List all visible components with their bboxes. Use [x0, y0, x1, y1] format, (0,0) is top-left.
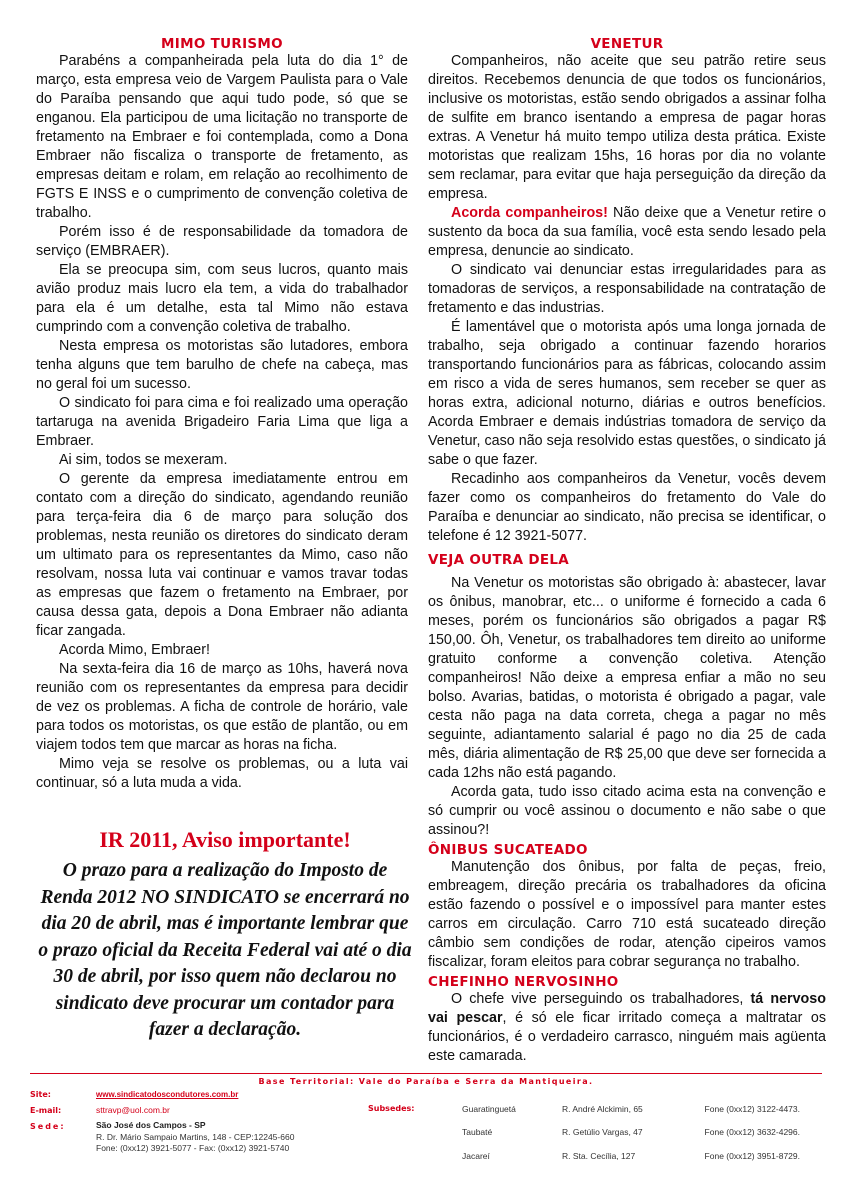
paragraph: Ela se preocupa sim, com seus lucros, quanto mais avião produz mais lucro ela tem, a vida do trabalhador para ela é um detalhe, esta tal Mimo não estava cumprindo com a convenção coletiva de trabalho. — [36, 262, 408, 335]
paragraph: Ai sim, todos se mexeram. — [59, 452, 228, 468]
email-label: E-mail: — [30, 1106, 62, 1115]
sede-label: Sede: — [30, 1122, 66, 1131]
left-column — [36, 36, 408, 793]
ir-notice-title: IR 2011, Aviso importante! — [99, 827, 351, 852]
paragraph: Mimo veja se resolve os problemas, ou a luta vai continuar, só a luta muda a vida. — [36, 756, 408, 791]
subsede-city: Taubaté — [462, 1127, 493, 1137]
subsede-phone: Fone (0xx12) 3122-4473. — [704, 1104, 800, 1114]
paragraph-text: , é só ele ficar irritado começa a maltratar os funcionários, é o verdadeiro carrasco, ninguém mais agüenta este camarada. — [428, 1010, 826, 1064]
section-heading-veja: VEJA OUTRA DELA — [428, 552, 570, 568]
footer-divider — [30, 1073, 822, 1074]
paragraph: Parabéns a companheirada pela luta do dia 1° de março, esta empresa veio de Vargem Paulista para o Vale do Paraíba pensando que aqui tudo pode, só que se enganou. Ela participou de uma licitação no transporte de fretamento na Embraer e foi contemplada, como a Dona Embraer não fiscaliza o transporte de fretamento, as empresas deitam e rolam, em relação ao recolhimento de FGTS E INSS e o cumprimento de convenção coletiva de trabalho. — [36, 53, 408, 221]
email-link[interactable]: sttravp@uol.com.br — [96, 1105, 170, 1115]
right-column — [428, 36, 826, 1066]
section-heading-venetur: VENETUR — [590, 36, 664, 52]
paragraph: Nesta empresa os motoristas são lutadores, embora tenha alguns que tem barulho de chefe na cabeça, mas no geral foi um sucesso. — [36, 338, 408, 392]
ir-notice-box — [36, 826, 414, 1044]
paragraph: Na Venetur os motoristas são obrigado à: abastecer, lavar os ônibus, manobrar, etc... o uniforme é fornecido a cada 6 meses, porém os funcionários são obrigados a pagar R$ 150,00. Ôh, Venetur, os trabalhadores tem direito ao uniforme gratuito conforme a convenção coletiva. Atenção companheiros! Não deixe a empresa enfiar a mão no seu bolso. Avarias, batidas, o motorista é obrigado a pagar, vale cesta não paga na data correta, chega a pagar no mês seguinte, adiantamento salarial é pago no dia 25 de cada mês, diária alimentação de R$ 25,00 que deve ser fornecida a cada 12hs não está pagando. — [428, 575, 826, 781]
paragraph: Companheiros, não aceite que seu patrão retire seus direitos. Recebemos denuncia de que todos os funcionários, inclusive os motoristas, estão sendo obrigados a assinar folha de sulfite em branco isentando a empresa de pagar horas extras. A Venetur há muito tempo utiliza desta prática. Existe motoristas que realizam 15hs, 16 horas por dia no volante sem reclamar, para evitar que haja perseguição da direção da empresa. — [428, 53, 826, 202]
paragraph: Recadinho aos companheiros da Venetur, vocês devem fazer como os companheiros do fretamento do Vale do Paraíba e denunciar ao sindicato, não precisa se identificar, o telefone é 12 3921-5077. — [428, 471, 826, 544]
subsedes-label: Subsedes: — [368, 1104, 415, 1113]
site-label: Site: — [30, 1090, 51, 1099]
paragraph: Manutenção dos ônibus, por falta de peças, freio, embreagem, direção precária os trabalhadores da oficina estão fazendo o possível e o impossível para manter estes carros em circulação. Carro 710 está sucateado direção câmbio sem condições de rodar, atenção cipeiros vamos fiscalizar, foram eleitos para cobrar segurança no trabalho. — [428, 859, 826, 970]
section-heading-mimo: MIMO TURISMO — [161, 36, 283, 52]
subsede-phone: Fone (0xx12) 3951-8729. — [704, 1151, 800, 1161]
footer — [30, 1073, 822, 1086]
paragraph — [428, 990, 826, 1066]
sede-city: São José dos Campos - SP — [96, 1120, 206, 1130]
subsede-city: Jacareí — [462, 1151, 490, 1161]
sede-address: R. Dr. Mário Sampaio Martins, 148 - CEP:12245-660 — [96, 1131, 295, 1142]
subsede-city: Guaratinguetá — [462, 1104, 516, 1114]
paragraph-text: Não deixe que a Venetur retire o sustento da boca da sua família, você esta sendo lesado pela empresa, denuncie ao sindicato. — [428, 205, 827, 259]
subsede-address: R. André Alckimin, 65 — [562, 1104, 643, 1114]
paragraph: O sindicato foi para cima e foi realizado uma operação tartaruga na avenida Brigadeiro Faria Lima que liga a Embraer. — [36, 395, 408, 449]
site-link[interactable]: www.sindicatodoscondutores.com.br — [96, 1090, 239, 1099]
subsede-phone: Fone (0xx12) 3632-4296. — [704, 1127, 800, 1137]
paragraph: Na sexta-feira dia 16 de março as 10hs, haverá nova reunião com os representantes da empresa para decidir de vez os problemas. A ficha de controle de horário, vale para todos os motoristas, os que estão de plantão, ou em viajem todos tem que marcar as horas na ficha. — [36, 661, 408, 753]
subsede-address: R. Sta. Cecília, 127 — [562, 1151, 636, 1161]
paragraph: O sindicato vai denunciar estas irregularidades para as tomadoras de serviços, a responsabilidade na contratação de fretamento e das industrias. — [428, 262, 826, 316]
paragraph — [428, 204, 826, 261]
highlight-text: Acorda companheiros! — [451, 205, 608, 221]
subsede-address: R. Getúlio Vargas, 47 — [562, 1127, 643, 1137]
sede-phone: Fone: (0xx12) 3921-5077 - Fax: (0xx12) 3921-5740 — [96, 1143, 290, 1153]
paragraph-text: O chefe vive perseguindo os trabalhadores, — [451, 991, 751, 1007]
ir-notice-body: O prazo para a realização do Imposto de Renda 2012 NO SINDICATO se encerrará no dia 20 de abril, mas é importante lembrar que o prazo oficial da Receita Federal vai até o dia 30 de abril, por isso quem não declarou no sindicato deve procurar um contador para fazer a declaração. — [38, 860, 412, 1040]
paragraph: É lamentável que o motorista após uma longa jornada de trabalho, seja obrigado a continuar fazendo horarios transportando funcionários para as fábricas, colocando assim em risco a vida de seres humanos, sem receber se quer as horas extra, adicional noturno, diárias e outros benefícios. Acorda Embraer e demais indústrias tomadora de serviço da Venetur, caso não seja resolvido estas questões, o sindicato já sabe o que fazer. — [428, 319, 826, 468]
paragraph: Porém isso é de responsabilidade da tomadora de serviço (EMBRAER). — [36, 224, 408, 259]
territory-line: Base Territorial: Vale do Paraíba e Serra da Mantiqueira. — [258, 1077, 594, 1086]
paragraph: Acorda Mimo, Embraer! — [59, 642, 210, 658]
section-heading-onibus: ÔNIBUS SUCATEADO — [428, 842, 588, 858]
sede-block — [96, 1120, 294, 1155]
section-heading-chefinho: CHEFINHO NERVOSINHO — [428, 974, 619, 990]
paragraph: Acorda gata, tudo isso citado acima esta na convenção e só cumprir ou você assinou o documento e não sabe o que assinou?! — [428, 784, 826, 838]
paragraph: O gerente da empresa imediatamente entrou em contato com a direção do sindicato, agendando reunião para terça-feira dia 6 de março para solução dos problemas, nesta reunião os diretores do sindicato deram um ultimato para os representantes da Mimo, caso não resolvam, nossa luta vai continuar e vamos travar todas as empresas que fazem o fretamento na Embraer, por causa dessa gata, depois a Dona Embraer não adianta ficar zangada. — [36, 471, 408, 639]
emphasis-text: tá nervoso vai pescar — [428, 991, 826, 1026]
